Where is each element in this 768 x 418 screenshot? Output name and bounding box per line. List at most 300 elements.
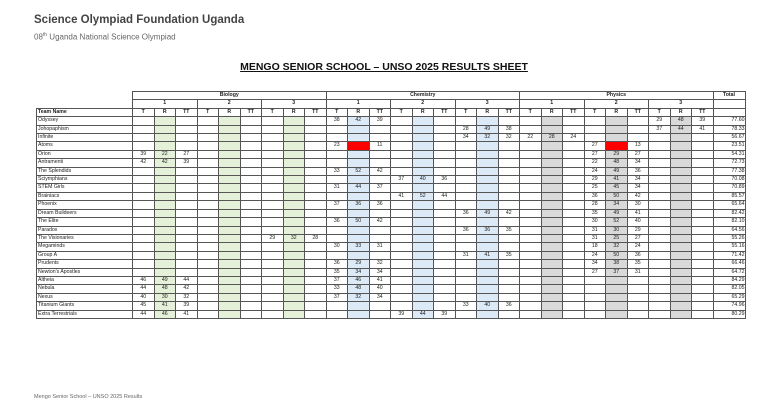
table-row xyxy=(37,125,746,133)
score-r-cell xyxy=(283,159,305,167)
score-t-cell xyxy=(262,293,284,301)
total-score: 55.26 xyxy=(713,234,745,242)
score-tt-cell xyxy=(240,260,262,268)
table-row xyxy=(37,234,746,242)
team-name: The Visionaries xyxy=(37,234,133,242)
score-r-cell xyxy=(154,192,176,200)
score-t-cell xyxy=(262,184,284,192)
score-t-cell xyxy=(649,167,671,175)
score-t-cell: 39 xyxy=(391,310,413,318)
score-r-cell xyxy=(541,176,563,184)
score-t-cell: 28 xyxy=(584,201,606,209)
score-r-cell xyxy=(219,285,241,293)
score-t-cell xyxy=(455,218,477,226)
score-r-cell: 40 xyxy=(412,176,434,184)
score-tt-cell: 39 xyxy=(692,117,714,125)
score-t-cell xyxy=(197,167,219,175)
score-t-cell: 34 xyxy=(584,260,606,268)
score-r-cell xyxy=(412,268,434,276)
score-tt-cell: 42 xyxy=(369,167,391,175)
score-r-cell xyxy=(219,192,241,200)
score-r-cell xyxy=(219,234,241,242)
score-t-cell: 24 xyxy=(584,251,606,259)
score-tt-cell xyxy=(369,176,391,184)
score-tt-cell xyxy=(305,134,327,142)
t-label: T xyxy=(584,108,606,116)
score-t-cell xyxy=(262,209,284,217)
score-tt-cell xyxy=(240,192,262,200)
score-t-cell: 44 xyxy=(133,285,155,293)
total-score: 82.05 xyxy=(713,285,745,293)
score-tt-cell xyxy=(627,302,649,310)
score-tt-cell xyxy=(240,285,262,293)
score-r-cell: 46 xyxy=(348,276,370,284)
score-tt-cell xyxy=(176,226,198,234)
score-r-cell xyxy=(606,276,628,284)
score-r-cell xyxy=(412,167,434,175)
score-tt-cell: 30 xyxy=(627,201,649,209)
team-name: Orion xyxy=(37,150,133,158)
score-r-cell: 52 xyxy=(606,218,628,226)
tt-label: TT xyxy=(563,108,585,116)
score-r-cell xyxy=(348,134,370,142)
score-r-cell xyxy=(219,117,241,125)
score-t-cell xyxy=(649,268,671,276)
score-t-cell xyxy=(197,293,219,301)
score-t-cell xyxy=(455,192,477,200)
score-tt-cell xyxy=(434,117,456,125)
score-t-cell xyxy=(197,243,219,251)
score-tt-cell xyxy=(369,302,391,310)
score-t-cell xyxy=(391,134,413,142)
score-tt-cell xyxy=(498,276,520,284)
tt-label: TT xyxy=(305,108,327,116)
table-row xyxy=(37,251,746,259)
score-tt-cell xyxy=(627,117,649,125)
score-r-cell xyxy=(477,293,499,301)
score-tt-cell xyxy=(498,310,520,318)
score-r-cell: 49 xyxy=(477,209,499,217)
score-t-cell xyxy=(649,192,671,200)
score-t-cell xyxy=(649,134,671,142)
score-r-cell: 40 xyxy=(477,302,499,310)
score-tt-cell xyxy=(692,176,714,184)
table-row xyxy=(37,117,746,125)
score-t-cell xyxy=(520,226,542,234)
score-tt-cell xyxy=(369,159,391,167)
score-tt-cell xyxy=(563,260,585,268)
tt-label: TT xyxy=(176,108,198,116)
score-t-cell: 37 xyxy=(326,293,348,301)
score-tt-cell xyxy=(434,260,456,268)
score-r-cell: 49 xyxy=(606,167,628,175)
score-t-cell xyxy=(391,184,413,192)
score-tt-cell xyxy=(176,201,198,209)
score-t-cell xyxy=(197,134,219,142)
score-t-cell xyxy=(455,150,477,158)
score-t-cell xyxy=(455,260,477,268)
team-name: Megaminds xyxy=(37,243,133,251)
score-t-cell xyxy=(262,192,284,200)
score-r-cell xyxy=(606,310,628,318)
score-tt-cell xyxy=(240,209,262,217)
score-tt-cell xyxy=(692,260,714,268)
score-r-cell xyxy=(283,176,305,184)
score-tt-cell: 34 xyxy=(369,268,391,276)
score-r-cell xyxy=(541,226,563,234)
round-number: 3 xyxy=(262,100,327,108)
score-t-cell xyxy=(455,276,477,284)
total-label-spacer xyxy=(713,108,745,116)
score-tt-cell xyxy=(692,209,714,217)
score-r-cell xyxy=(412,117,434,125)
score-tt-cell xyxy=(563,117,585,125)
total-score: 82.42 xyxy=(713,209,745,217)
table-row xyxy=(37,260,746,268)
t-label: T xyxy=(262,108,284,116)
score-tt-cell: 40 xyxy=(627,218,649,226)
r-label: R xyxy=(154,108,176,116)
score-t-cell xyxy=(649,150,671,158)
score-r-cell xyxy=(283,218,305,226)
score-r-cell xyxy=(412,159,434,167)
score-t-cell xyxy=(520,117,542,125)
score-t-cell xyxy=(520,276,542,284)
score-t-cell xyxy=(391,117,413,125)
score-tt-cell xyxy=(434,209,456,217)
score-t-cell xyxy=(197,201,219,209)
score-r-cell xyxy=(541,310,563,318)
score-r-cell xyxy=(283,310,305,318)
total-score: 56.67 xyxy=(713,134,745,142)
score-tt-cell xyxy=(692,201,714,209)
score-r-cell xyxy=(670,134,692,142)
table-row xyxy=(37,176,746,184)
score-r-cell: 48 xyxy=(154,285,176,293)
team-name: Sciymphians xyxy=(37,176,133,184)
score-t-cell: 22 xyxy=(584,159,606,167)
score-tt-cell xyxy=(434,184,456,192)
score-tt-cell xyxy=(498,192,520,200)
score-t-cell xyxy=(649,142,671,150)
score-r-cell: 41 xyxy=(606,176,628,184)
total-score: 85.57 xyxy=(713,192,745,200)
total-score: 65.29 xyxy=(713,293,745,301)
table-row xyxy=(37,201,746,209)
score-t-cell xyxy=(262,142,284,150)
score-r-cell xyxy=(283,251,305,259)
score-r-cell xyxy=(412,293,434,301)
r-label: R xyxy=(477,108,499,116)
score-r-cell xyxy=(154,260,176,268)
score-tt-cell xyxy=(563,234,585,242)
score-tt-cell xyxy=(434,201,456,209)
score-r-cell xyxy=(477,184,499,192)
r-label: R xyxy=(670,108,692,116)
score-tt-cell: 39 xyxy=(176,159,198,167)
score-tt-cell xyxy=(369,251,391,259)
score-tt-cell xyxy=(240,176,262,184)
total-score: 64.72 xyxy=(713,268,745,276)
score-t-cell xyxy=(584,302,606,310)
score-tt-cell xyxy=(240,293,262,301)
score-tt-cell xyxy=(369,192,391,200)
score-t-cell xyxy=(262,243,284,251)
score-t-cell xyxy=(649,302,671,310)
score-r-cell xyxy=(670,142,692,150)
score-r-cell: 50 xyxy=(606,251,628,259)
score-tt-cell: 34 xyxy=(627,176,649,184)
score-t-cell xyxy=(584,117,606,125)
score-r-cell: 41 xyxy=(477,251,499,259)
score-t-cell xyxy=(520,260,542,268)
score-tt-cell xyxy=(563,184,585,192)
score-t-cell: 36 xyxy=(584,192,606,200)
score-r-cell xyxy=(154,125,176,133)
event-edition-suffix: th xyxy=(42,32,48,38)
tt-label: TT xyxy=(369,108,391,116)
subject-header: Physics xyxy=(520,92,714,100)
score-r-cell xyxy=(477,310,499,318)
score-tt-cell: 29 xyxy=(627,226,649,234)
score-tt-cell: 34 xyxy=(369,293,391,301)
score-tt-cell xyxy=(627,310,649,318)
table-row xyxy=(37,310,746,318)
score-t-cell xyxy=(649,226,671,234)
score-t-cell xyxy=(133,268,155,276)
total-score: 74.96 xyxy=(713,302,745,310)
score-tt-cell: 32 xyxy=(369,260,391,268)
score-t-cell xyxy=(520,142,542,150)
score-t-cell xyxy=(197,159,219,167)
score-t-cell xyxy=(133,209,155,217)
score-t-cell xyxy=(133,243,155,251)
score-tt-cell xyxy=(176,251,198,259)
score-t-cell xyxy=(326,310,348,318)
score-t-cell xyxy=(197,268,219,276)
score-tt-cell xyxy=(240,218,262,226)
score-t-cell xyxy=(197,310,219,318)
score-t-cell: 36 xyxy=(455,226,477,234)
team-name: Group A xyxy=(37,251,133,259)
score-r-cell xyxy=(283,201,305,209)
tt-label: TT xyxy=(692,108,714,116)
score-tt-cell xyxy=(305,117,327,125)
t-label: T xyxy=(649,108,671,116)
score-t-cell xyxy=(455,184,477,192)
score-r-cell xyxy=(154,117,176,125)
score-tt-cell xyxy=(305,226,327,234)
score-t-cell xyxy=(649,310,671,318)
score-t-cell xyxy=(520,285,542,293)
score-t-cell xyxy=(391,285,413,293)
score-tt-cell xyxy=(498,176,520,184)
score-r-cell xyxy=(670,226,692,234)
score-r-cell xyxy=(412,251,434,259)
score-t-cell: 30 xyxy=(584,218,606,226)
score-r-cell xyxy=(412,209,434,217)
score-r-cell xyxy=(541,234,563,242)
score-t-cell xyxy=(262,150,284,158)
score-tt-cell xyxy=(305,310,327,318)
score-t-cell xyxy=(455,201,477,209)
score-tt-cell xyxy=(692,142,714,150)
score-t-cell xyxy=(520,201,542,209)
score-t-cell xyxy=(455,142,477,150)
score-tt-cell xyxy=(434,142,456,150)
score-r-cell xyxy=(541,251,563,259)
subject-header-row xyxy=(37,92,746,100)
score-tt-cell: 28 xyxy=(305,234,327,242)
score-tt-cell xyxy=(305,251,327,259)
score-t-cell xyxy=(326,134,348,142)
score-r-cell xyxy=(219,243,241,251)
score-r-cell xyxy=(477,285,499,293)
score-t-cell xyxy=(455,268,477,276)
score-t-cell xyxy=(262,218,284,226)
sheet-title: MENGO SENIOR SCHOOL – UNSO 2025 RESULTS SHEET xyxy=(240,61,528,73)
score-tt-cell xyxy=(498,142,520,150)
team-name: Brainiacs xyxy=(37,192,133,200)
score-t-cell: 44 xyxy=(133,310,155,318)
score-t-cell xyxy=(391,293,413,301)
score-t-cell: 42 xyxy=(133,159,155,167)
score-r-cell xyxy=(348,251,370,259)
score-tt-cell xyxy=(498,285,520,293)
score-tt-cell: 36 xyxy=(434,176,456,184)
total-score: 55.16 xyxy=(713,243,745,251)
score-r-cell xyxy=(283,142,305,150)
score-r-cell xyxy=(541,302,563,310)
score-r-cell: 30 xyxy=(606,226,628,234)
score-t-cell xyxy=(649,251,671,259)
score-t-cell xyxy=(584,285,606,293)
team-name: Antramenti xyxy=(37,159,133,167)
score-t-cell xyxy=(649,159,671,167)
score-r-cell xyxy=(606,117,628,125)
score-r-cell xyxy=(283,293,305,301)
score-r-cell: 41 xyxy=(154,302,176,310)
score-t-cell: 29 xyxy=(262,234,284,242)
score-tt-cell xyxy=(434,134,456,142)
score-tt-cell: 34 xyxy=(627,184,649,192)
score-tt-cell: 35 xyxy=(498,251,520,259)
score-tt-cell xyxy=(305,276,327,284)
score-r-cell: 42 xyxy=(348,117,370,125)
score-t-cell xyxy=(520,243,542,251)
table-row xyxy=(37,209,746,217)
score-r-cell xyxy=(412,226,434,234)
total-score: 54.31 xyxy=(713,150,745,158)
score-tt-cell xyxy=(240,276,262,284)
score-t-cell xyxy=(326,159,348,167)
tt-label: TT xyxy=(627,108,649,116)
table-row xyxy=(37,159,746,167)
score-tt-cell xyxy=(434,293,456,301)
score-t-cell xyxy=(133,125,155,133)
score-r-cell xyxy=(283,209,305,217)
score-t-cell xyxy=(649,260,671,268)
score-t-cell xyxy=(391,276,413,284)
score-r-cell xyxy=(154,209,176,217)
score-tt-cell: 36 xyxy=(627,251,649,259)
score-tt-cell xyxy=(563,218,585,226)
score-t-cell xyxy=(391,218,413,226)
total-score: 65.64 xyxy=(713,201,745,209)
score-tt-cell xyxy=(692,293,714,301)
score-tt-cell xyxy=(240,226,262,234)
score-r-cell xyxy=(348,125,370,133)
score-r-cell xyxy=(670,234,692,242)
score-tt-cell xyxy=(627,134,649,142)
score-t-cell xyxy=(326,176,348,184)
score-r-cell: 36 xyxy=(348,201,370,209)
table-row xyxy=(37,302,746,310)
score-t-cell: 31 xyxy=(455,251,477,259)
score-r-cell xyxy=(283,276,305,284)
score-tt-cell xyxy=(563,159,585,167)
score-tt-cell: 39 xyxy=(434,310,456,318)
score-r-cell xyxy=(283,243,305,251)
score-r-cell xyxy=(477,234,499,242)
score-tt-cell xyxy=(305,159,327,167)
score-t-cell xyxy=(262,167,284,175)
score-t-cell xyxy=(133,184,155,192)
team-name: Dream Buildeers xyxy=(37,209,133,217)
r-label: R xyxy=(606,108,628,116)
score-t-cell xyxy=(197,150,219,158)
page-footer: Mengo Senior School – UNSO 2025 Results xyxy=(34,394,143,400)
score-tt-cell xyxy=(305,192,327,200)
score-r-cell: 49 xyxy=(154,276,176,284)
score-r-cell xyxy=(348,176,370,184)
results-table xyxy=(36,91,746,319)
score-tt-cell xyxy=(692,243,714,251)
score-tt-cell xyxy=(240,134,262,142)
score-tt-cell xyxy=(305,184,327,192)
score-t-cell xyxy=(455,285,477,293)
score-t-cell: 45 xyxy=(133,302,155,310)
score-r-cell xyxy=(477,117,499,125)
score-r-cell xyxy=(412,142,434,150)
score-tt-cell xyxy=(498,260,520,268)
score-t-cell xyxy=(262,302,284,310)
score-t-cell xyxy=(262,176,284,184)
score-t-cell xyxy=(649,184,671,192)
score-r-cell xyxy=(283,167,305,175)
team-name-header: Team Name xyxy=(37,108,133,116)
score-t-cell xyxy=(520,268,542,276)
score-t-cell xyxy=(649,209,671,217)
score-t-cell xyxy=(133,234,155,242)
score-tt-cell xyxy=(434,243,456,251)
score-r-cell xyxy=(283,192,305,200)
score-t-cell xyxy=(262,268,284,276)
tt-label: TT xyxy=(434,108,456,116)
team-name: The Splendids xyxy=(37,167,133,175)
score-tt-cell xyxy=(434,268,456,276)
score-r-cell xyxy=(219,310,241,318)
score-tt-cell xyxy=(240,243,262,251)
score-tt-cell xyxy=(434,125,456,133)
score-t-cell: 23 xyxy=(326,142,348,150)
score-r-cell xyxy=(670,184,692,192)
t-label: T xyxy=(520,108,542,116)
score-t-cell xyxy=(520,234,542,242)
score-tt-cell xyxy=(498,234,520,242)
score-tt-cell: 44 xyxy=(434,192,456,200)
score-tt-cell: 35 xyxy=(498,226,520,234)
